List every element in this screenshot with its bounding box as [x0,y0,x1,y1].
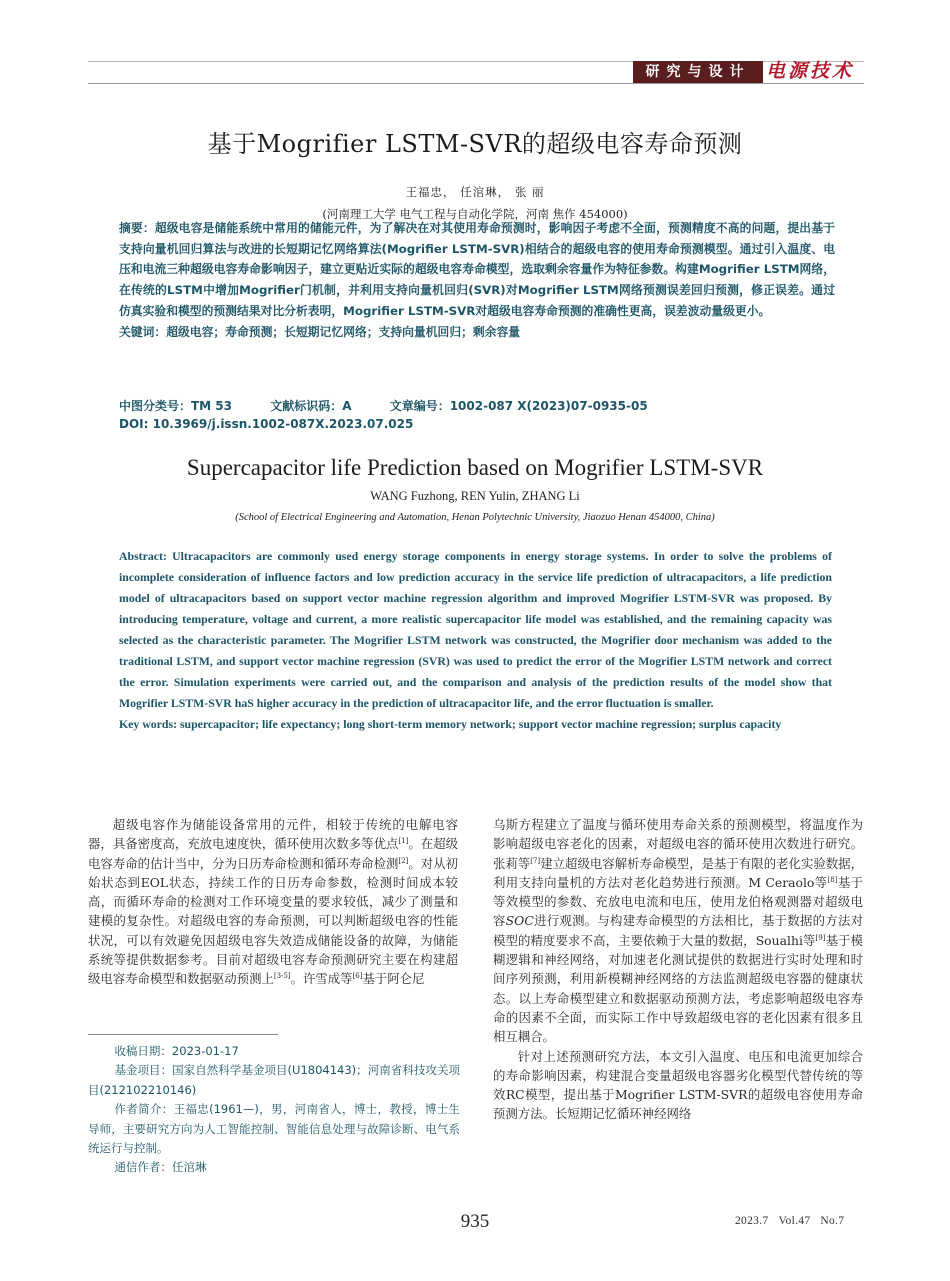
footnotes [88,1042,460,1178]
doi[interactable]: DOI: 10.3969/j.issn.1002-087X.2023.07.025 [119,417,414,431]
issue-info: 2023.7 Vol.47 No.7 [735,1215,845,1227]
title-english: Supercapacitor life Prediction based on Mogrifier LSTM-SVR [186,455,764,480]
journal-logo: 电源技术 [766,60,855,82]
body-column-right [493,815,863,1124]
article-number: 文章编号：1002-087 X(2023)07-0935-05 [389,399,648,413]
abstract-english-text: Abstract: Ultracapacitors are commonly used energy storage components in energy storage systems. In order to solve the problems of incomplete consideration of influence factors and low prediction accuracy in the service life prediction of ultracapacitors, a life prediction model of ultracapacitors based on support vector machine regression algorithm and improved Mogrifier LSTM-SVR was proposed. By introducing temperature, voltage and current, a more realistic supercapacitor life model was established, and the remaining capacity was selected as the characteristic parameter. The Mogrifier LSTM network was constructed, the Mogrifier door mechanism was added to the traditional LSTM, and support vector machine regression (SVR) was used to predict the error of the Mogrifier LSTM network and correct the error. Simulation experiments were carried out, and the comparison and analysis of the prediction results of the model show that Mogrifier LSTM-SVR haS higher accuracy in the prediction of ultracapacitor life, and the error fluctuation is smaller. [119,549,832,710]
paragraph: 针对上述预测研究方法，本文引入温度、电压和电流更加综合的寿命影响因素，构建混合变量超级电容器劣化模型代替传统的等效RC模型，提出基于Mogrifier LSTM-SVR的超级电容使用寿命预测方法。长短期记忆循环神经网络 [493,1048,863,1122]
fund-info: 基金项目：国家自然科学基金项目(U1804143)；河南省科技攻关项目(212102210146) [88,1063,460,1097]
citation[interactable]: [9] [815,933,826,942]
title-chinese: 基于Mogrifier LSTM-SVR的超级电容寿命预测 [207,130,743,158]
citation[interactable]: [8] [827,875,838,884]
page-number: 935 [460,1211,490,1232]
abstract-label: 摘要： [119,221,155,235]
abstract-english [119,546,832,735]
citation[interactable]: [3-5] [273,972,291,981]
authors-chinese: 王福忠， 任涫琳， 张 丽 [405,185,545,199]
citation[interactable]: [2] [398,856,409,865]
citation[interactable]: [7] [530,856,541,865]
authors-english: WANG Fuzhong, REN Yulin, ZHANG Li [370,489,580,503]
section-badge: 研究与设计 [633,61,763,83]
author-bio: 作者简介：王福忠(1961—)，男，河南省人，博士，教授，博士生导师，主要研究方向为人工智能控制、智能信息处理与故障诊断、电气系统运行与控制。 [88,1102,460,1156]
keywords-chinese: 关键词：超级电容；寿命预测；长短期记忆网络；支持向量机回归；剩余容量 [119,324,521,339]
abstract-chinese [119,218,835,342]
clc-number: 中图分类号：TM 53 [119,399,233,413]
received-date: 收稿日期：2023-01-17 [114,1044,239,1058]
citation[interactable]: [6] [352,972,363,981]
keywords-english: Key words: supercapacitor; life expectancy; long short-term memory network; support vector machine regression; surplus capacity [119,717,782,731]
citation[interactable]: [1] [398,837,409,846]
body-column-left [88,815,458,989]
corresponding-author: 通信作者：任涫琳 [114,1160,207,1175]
footnote-rule [88,1034,278,1035]
paragraph: 超级电容作为储能设备常用的元件，相较于传统的电解电容器，具备密度高，充放电速度快，循环使用次数多等优点[1]。在超级电容寿命的估计当中，分为日历寿命检测和循环寿命检测[2]。对从初始状态到EOL状态，持续工作的日历寿命参数，检测时间成本较高，而循环寿命的检测对工作环境变量的要求较低，减少了测量和建模的复杂性。对超级电容的寿命预测，可以判断超级电容的性能状况，可以有效避免因超级电容失效造成储能设备的故障，为储能系统等提供数据参考。目前对超级电容寿命预测研究主要在构建超级电容寿命模型和数据驱动预测上[3-5]。许雪成等[6]基于阿仑尼 [88,817,459,987]
header-rule-bottom [88,83,864,84]
affiliation-english: (School of Electrical Engineering and Automation, Henan Polytechnic University, Jiaozuo Henan 454000, China) [235,512,715,523]
abstract-text: 超级电容是储能系统中常用的储能元件，为了解决在对其使用寿命预测时，影响因子考虑不全面，预测精度不高的问题，提出基于支持向量机回归算法与改进的长短期记忆网络算法(Mogrifier LSTM-SVR)相结合的超级电容的使用寿命预测模型。通过引入温度、电压和电流三种超级电容寿命影响因子，建立更贴近实际的超级电容寿命模型，选取剩余容量作为特征参数。构建Mogrifier LSTM网络，在传统的LSTM中增加Mogrifier门机制，并利用支持向量机回归(SVR)对Mogrifier LSTM网络预测误差回归预测，修正误差。通过仿真实验和模型的预测结果对比分析表明，Mogrifier LSTM-SVR对超级电容寿命预测的准确性更高，误差波动量级更小。 [119,221,835,318]
classification-line [119,397,682,414]
paragraph: 乌斯方程建立了温度与循环使用寿命关系的预测模型，将温度作为影响超级电容老化的因素，对超级电容的循环使用次数进行研究。张莉等[7]建立超级电容解析寿命模型，是基于有限的老化实验数据，利用支持向量机的方法对老化趋势进行预测。M Ceraolo等[8]基于等效模型的参数、充放电电流和电压，使用龙伯格观测器对超级电容SOC进行观测。与构建寿命模型的方法相比，基于数据的方法对模型的精度要求不高，主要依赖于大量的数据，Soualhi等[9]基于模糊逻辑和神经网络，对加速老化测试提供的数据进行实时处理和时间序列预测，利用新模糊神经网络的方法监测超级电容器的健康状态。以上寿命模型建立和数据驱动预测方法，考虑影响超级电容寿命的因素不全面，而实际工作中导致超级电容的老化因素有很多且相互耦合。 [493,817,864,1045]
document-code: 文献标识码：A [270,399,352,413]
affiliation-chinese: (河南理工大学 电气工程与自动化学院，河南 焦作 454000) [322,207,628,221]
